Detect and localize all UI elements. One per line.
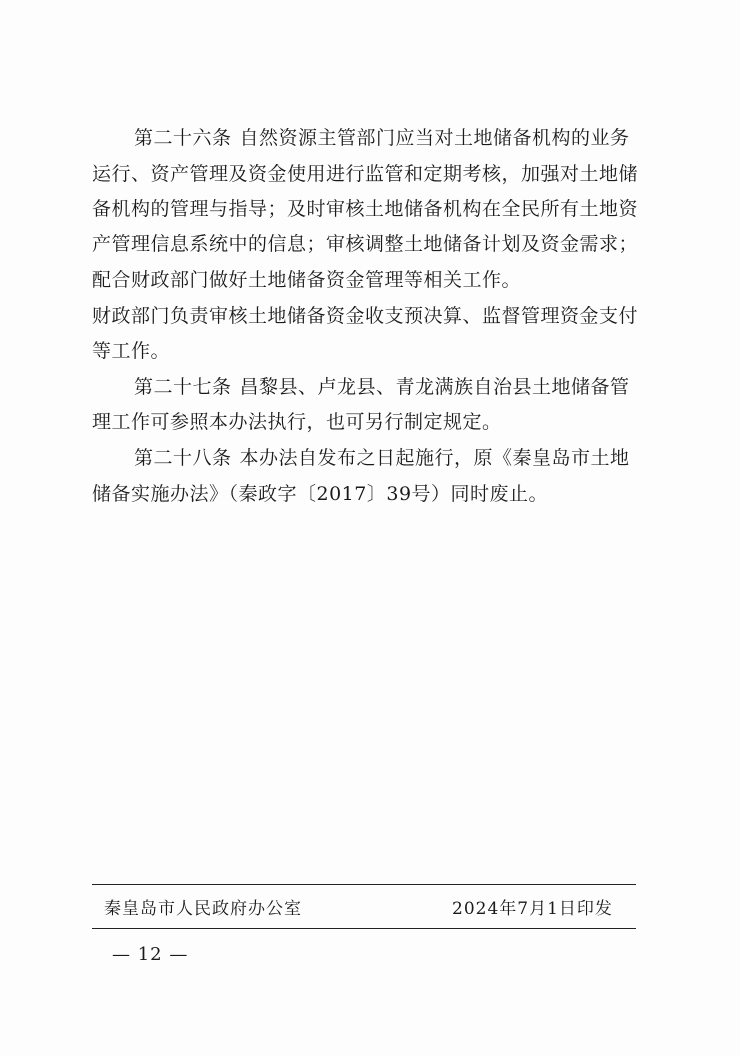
article-26-line-2: 运行、资产管理及资金使用进行监管和定期考核，加强对土地储: [92, 163, 639, 185]
article-28-text-1: 本办法自发布之日起施行，原《秦皇岛市土地: [239, 447, 630, 469]
footer-date: 2024年7月1日印发: [452, 899, 613, 919]
article-26-text-1: 自然资源主管部门应当对土地储备机构的业务: [239, 127, 630, 149]
article-26-line-3: 备机构的管理与指导；及时审核土地储备机构在全民所有土地资: [92, 198, 639, 220]
article-26-label: 第二十六条: [134, 127, 232, 149]
article-28-line-2: 储备实施办法》（秦政字〔2017〕39号）同时废止。: [92, 483, 549, 505]
article-26-line-1: [134, 126, 630, 150]
page-number: — 12 —: [112, 944, 189, 965]
article-26-line-6: 财政部门负责审核土地储备资金收支预决算、监督管理资金支付: [92, 305, 639, 327]
article-27-line-1: [134, 375, 630, 399]
footer-top-rule: [92, 884, 636, 885]
article-27-label: 第二十七条: [134, 376, 232, 398]
article-26-line-5: 配合财政部门做好土地储备资金管理等相关工作。: [92, 269, 522, 291]
article-26-line-4: 产管理信息系统中的信息；审核调整土地储备计划及资金需求；: [92, 233, 639, 255]
footer-issuer: 秦皇岛市人民政府办公室: [104, 899, 302, 919]
article-27-text-1: 昌黎县、卢龙县、青龙满族自治县土地储备管: [239, 376, 630, 398]
article-27-line-2: 理工作可参照本办法执行，也可另行制定规定。: [92, 411, 502, 433]
article-28-line-1: [134, 446, 630, 470]
article-28-label: 第二十八条: [134, 447, 232, 469]
footer-bottom-rule: [92, 928, 636, 929]
article-26-line-7: 等工作。: [92, 340, 171, 362]
